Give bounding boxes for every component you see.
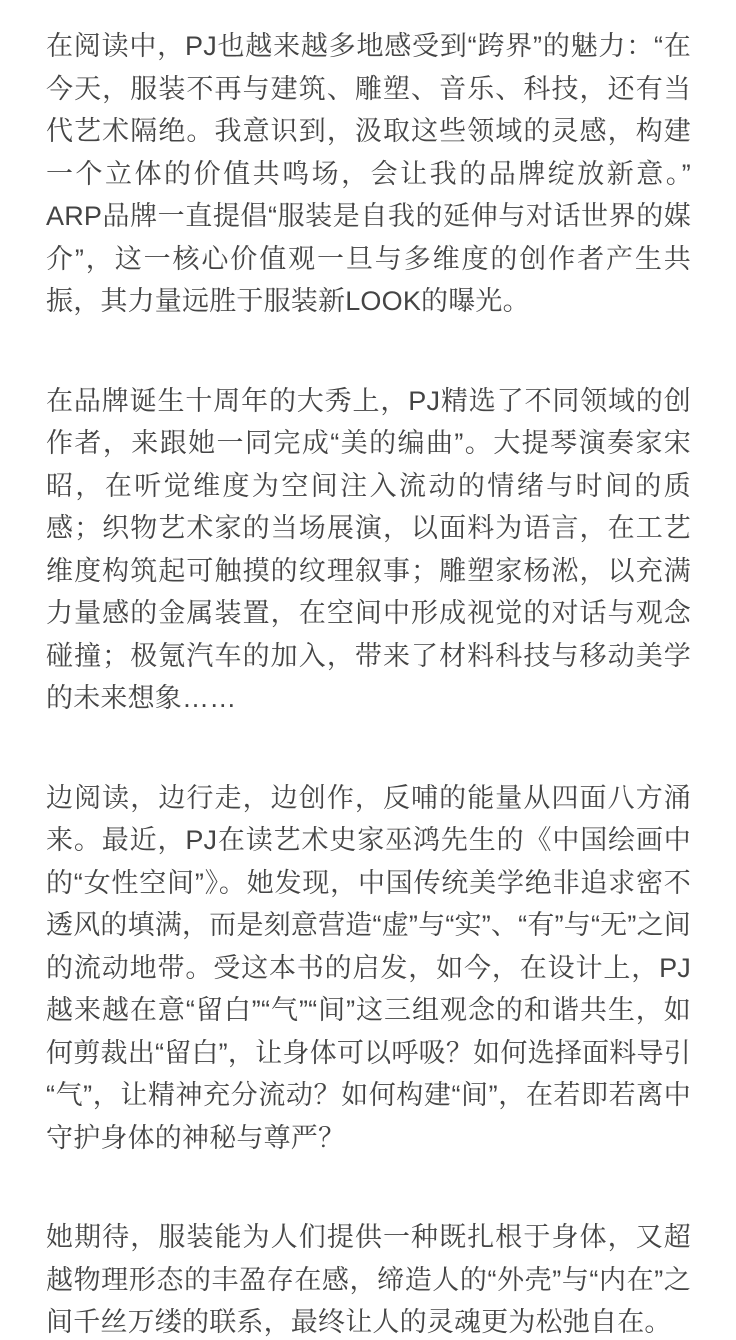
paragraph-2: 在品牌诞生十周年的大秀上，PJ精选了不同领域的创作者，来跟她一同完成“美的编曲”。大提琴演奏家宋昭，在听觉维度为空间注入流动的情绪与时间的质感；织物艺术家的当场展演，以面料为语言，在工艺维度构筑起可触摸的纹理叙事；雕塑家杨淞，以充满力量感的金属装置，在空间中形成视觉的对话与观念碰撞；极氪汽车的加入，带来了材料科技与移动美学的未来想象…… (46, 385, 691, 713)
paragraph-4: 她期待，服装能为人们提供一种既扎根于身体，又超越物理形态的丰盈存在感，缔造人的“外壳”与“内在”之间千丝万缕的联系，最终让人的灵魂更为松弛自在。 (46, 1222, 691, 1337)
paragraph-3: 边阅读，边行走，边创作，反哺的能量从四面八方涌来。最近，PJ在读艺术史家巫鸿先生的《中国绘画中的“女性空间”》。她发现，中国传统美学绝非追求密不透风的填满，而是刻意营造“虚”与“实”、“有”与“无”之间的流动地带。受这本书的启发，如今，在设计上，PJ越来越在意“留白”“气”“间”这三组观念的和谐共生，如何剪裁出“留白”，让身体可以呼吸？如何选择面料导引“气”，让精神充分流动？如何构建“间”，在若即若离中守护身体的神秘与尊严？ (46, 782, 691, 1153)
paragraph-1: 在阅读中，PJ也越来越多地感受到“跨界”的魅力：“在今天，服装不再与建筑、雕塑、音乐、科技，还有当代艺术隔绝。我意识到，汲取这些领域的灵感，构建一个立体的价值共鸣场，会让我的品牌绽放新意。”ARP品牌一直提倡“服装是自我的延伸与对话世界的媒介”，这一核心价值观一旦与多维度的创作者产生共振，其力量远胜于服装新LOOK的曝光。 (46, 31, 691, 316)
